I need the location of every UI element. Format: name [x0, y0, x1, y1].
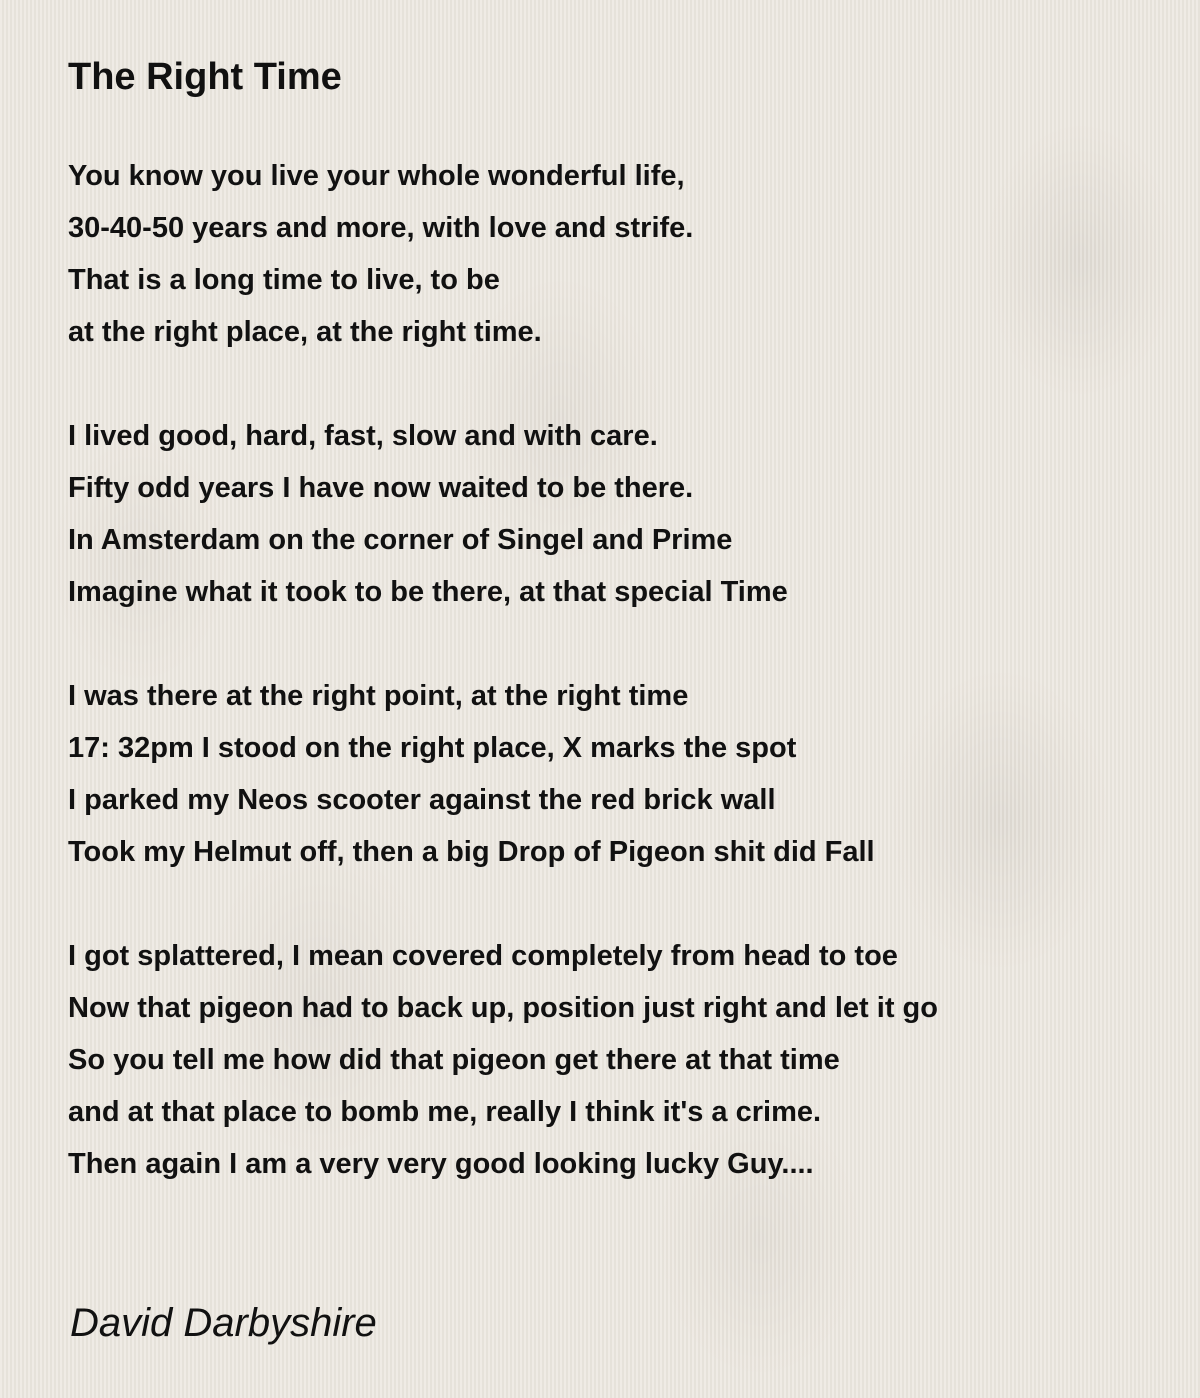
poem-line: That is a long time to live, to be — [68, 264, 500, 296]
poem-body — [68, 150, 1178, 1242]
stanza-4 — [68, 930, 1178, 1190]
poem-line: Now that pigeon had to back up, position just right and let it go — [68, 992, 938, 1024]
poem-line: Took my Helmut off, then a big Drop of Pigeon shit did Fall — [68, 836, 875, 868]
poem-line: I parked my Neos scooter against the red brick wall — [68, 784, 776, 816]
poem-line: Fifty odd years I have now waited to be there. — [68, 472, 694, 504]
poem-line: Imagine what it took to be there, at that special Time — [68, 576, 788, 608]
stanza-3 — [68, 670, 1178, 878]
poem-author: David Darbyshire — [70, 1301, 377, 1345]
poem-line: In Amsterdam on the corner of Singel and Prime — [68, 524, 733, 556]
stanza-2 — [68, 410, 1178, 618]
poem-line: 17: 32pm I stood on the right place, X marks the spot — [68, 732, 797, 764]
poem-line: You know you live your whole wonderful life, — [68, 160, 685, 192]
poem-line: I got splattered, I mean covered completely from head to toe — [68, 940, 898, 972]
poem-line: I was there at the right point, at the right time — [68, 680, 689, 712]
poem-line: 30-40-50 years and more, with love and strife. — [68, 212, 694, 244]
poem-line: at the right place, at the right time. — [68, 316, 542, 348]
poem-line: I lived good, hard, fast, slow and with care. — [68, 420, 658, 452]
poem-line: So you tell me how did that pigeon get there at that time — [68, 1044, 840, 1076]
poem-line: and at that place to bomb me, really I think it's a crime. — [68, 1096, 822, 1128]
poem-line: Then again I am a very very good looking lucky Guy.... — [68, 1148, 814, 1180]
poem-title: The Right Time — [68, 56, 342, 98]
stanza-1 — [68, 150, 1178, 358]
